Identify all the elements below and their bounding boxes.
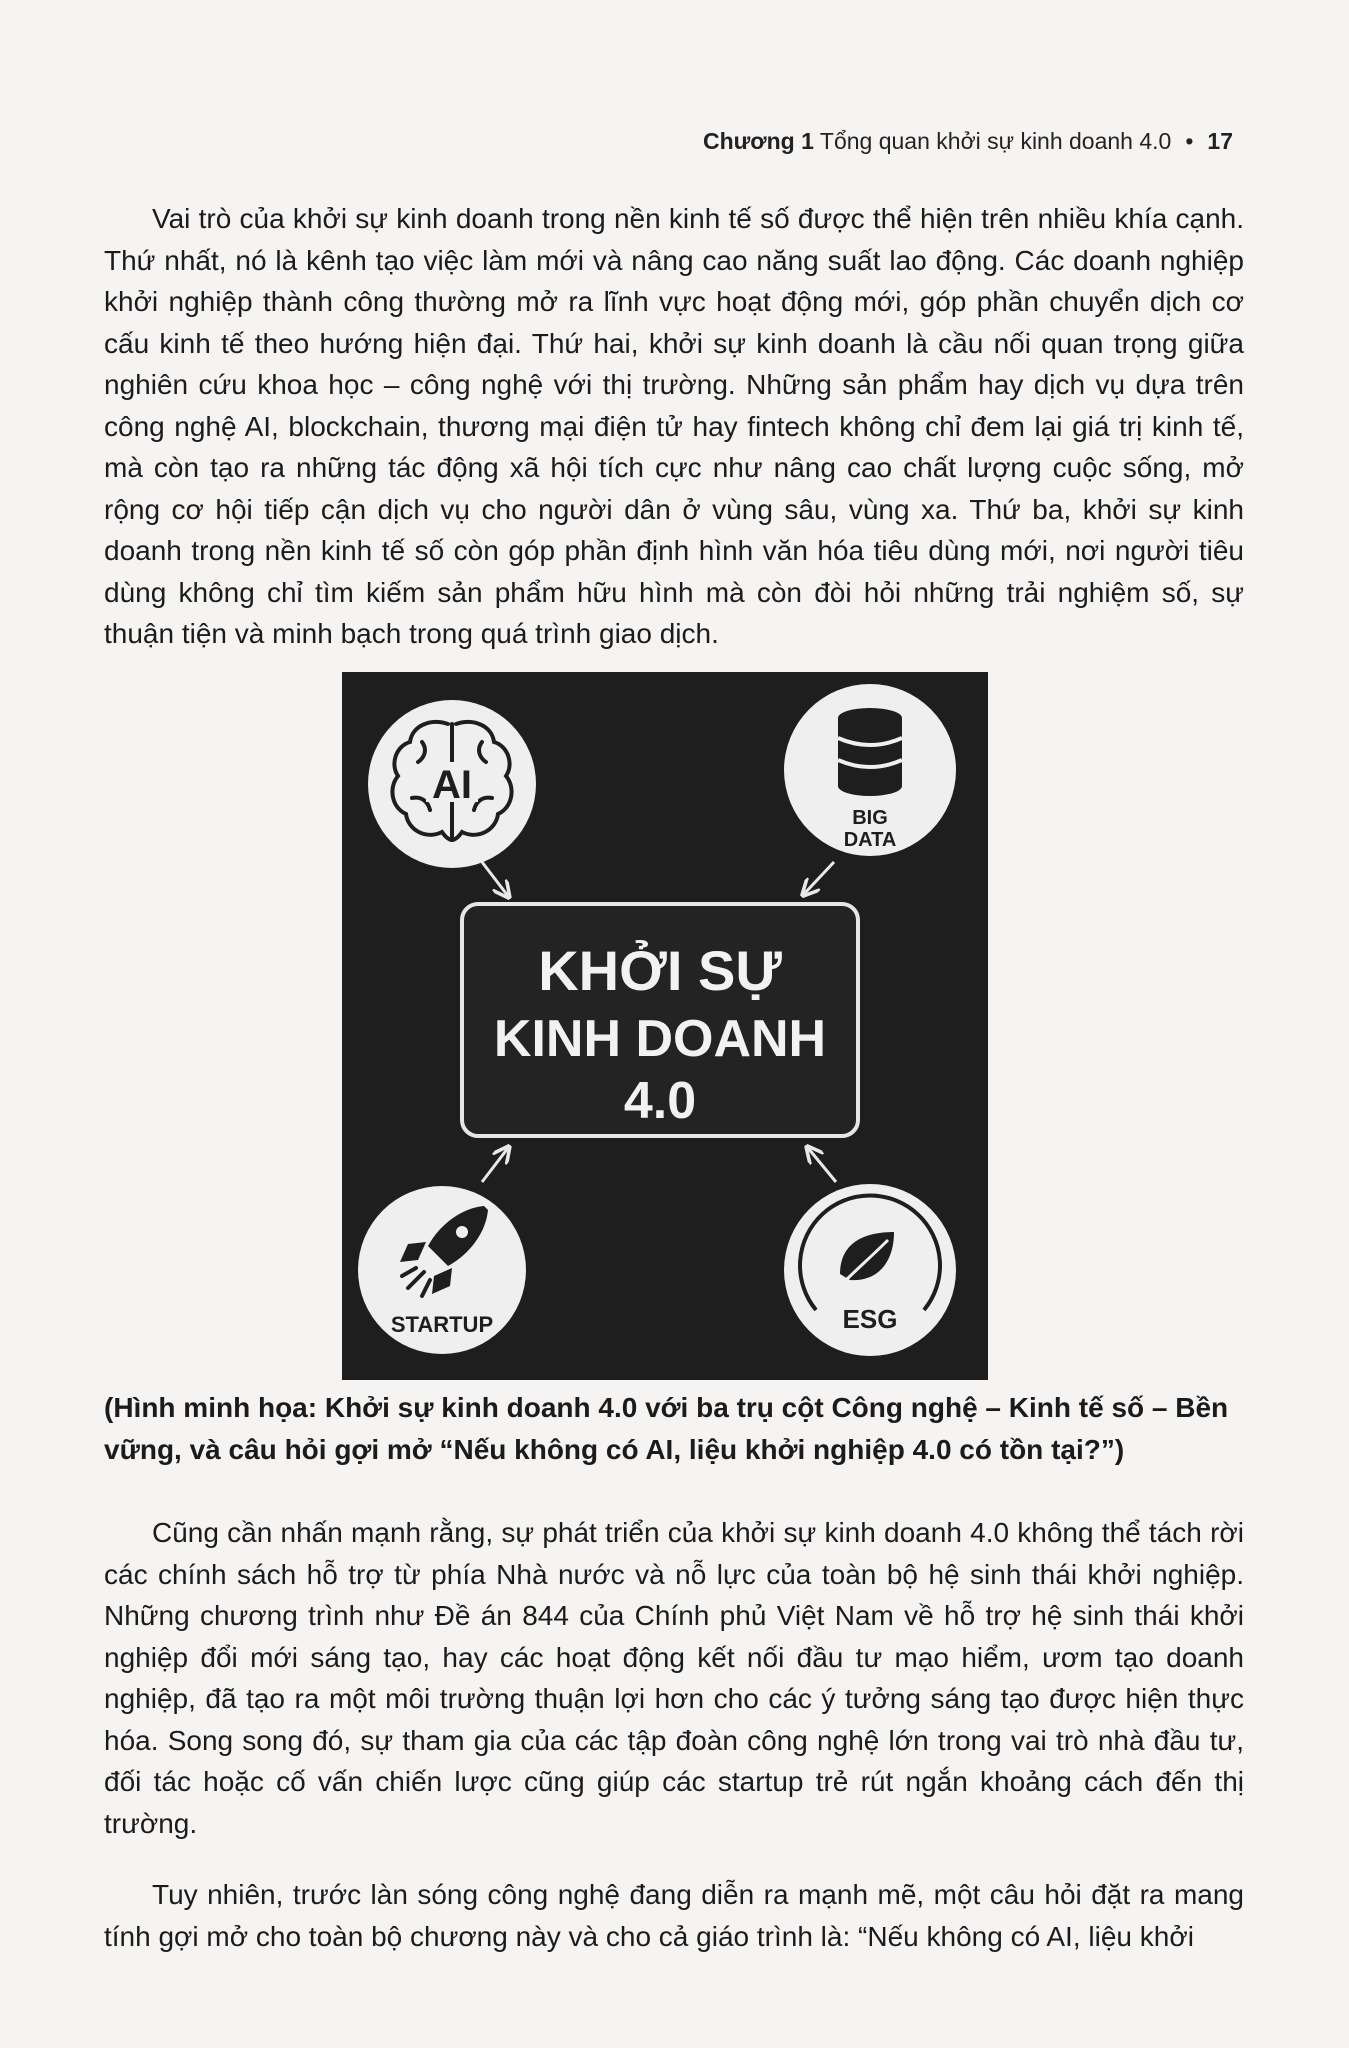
center-title-line1: KHỞI SỰ	[538, 939, 782, 1002]
esg-node	[784, 1184, 956, 1356]
ai-label: AI	[432, 763, 472, 807]
ai-node	[368, 700, 536, 868]
body-paragraph-2: Cũng cần nhấn mạnh rằng, sự phát triển của khởi sự kinh doanh 4.0 không thể tách rời các chính sách hỗ trợ từ phía Nhà nước và nỗ lực của toàn bộ hệ sinh thái khởi nghiệp. Những chương trình như Đề án 844 của Chính phủ Việt Nam về hỗ trợ hệ sinh thái khởi nghiệp đổi mới sáng tạo, hay các hoạt động kết nối đầu tư mạo hiểm, ươm tạo doanh nghiệp, đã tạo ra một môi trường thuận lợi hơn cho các ý tưởng sáng tạo được hiện thực hóa. Song song đó, sự tham gia của các tập đoàn công nghệ lớn trong vai trò nhà đầu tư, đối tác hoặc cố vấn chiến lược cũng giúp các startup trẻ rút ngắn khoảng cách đến thị trường.	[104, 1517, 1244, 1839]
big-data-node	[784, 684, 956, 856]
big-data-label-line2: DATA	[843, 829, 897, 851]
body-paragraph-1: Vai trò của khởi sự kinh doanh trong nền kinh tế số được thể hiện trên nhiều khía cạnh. Thứ nhất, nó là kênh tạo việc làm mới và nâng cao năng suất lao động. Các doanh nghiệp khởi nghiệp thành công thường mở ra lĩnh vực hoạt động mới, góp phần chuyển dịch cơ cấu kinh tế theo hướng hiện đại. Thứ hai, khởi sự kinh doanh là cầu nối quan trọng giữa nghiên cứu khoa học – công nghệ với thị trường. Những sản phẩm hay dịch vụ dựa trên công nghệ AI, blockchain, thương mại điện tử hay fintech không chỉ đem lại giá trị kinh tế, mà còn tạo ra những tác động xã hội tích cực như nâng cao chất lượng cuộc sống, mở rộng cơ hội tiếp cận dịch vụ cho người dân ở vùng sâu, vùng xa. Thứ ba, khởi sự kinh doanh trong nền kinh tế số còn góp phần định hình văn hóa tiêu dùng mới, nơi người tiêu dùng không chỉ tìm kiếm sản phẩm hữu hình mà còn đòi hỏi những trải nghiệm số, sự thuận tiện và minh bạch trong quá trình giao dịch.	[104, 203, 1244, 649]
center-title-line3: 4.0	[623, 1072, 697, 1130]
big-data-label-line1: BIG	[852, 807, 888, 829]
database-icon	[838, 708, 902, 796]
center-title-line2: KINH DOANH	[493, 1010, 827, 1068]
page-number: 17	[1207, 128, 1233, 154]
figure-startup-4-0	[342, 672, 988, 1380]
chapter-label: Chương 1	[702, 128, 814, 154]
running-header	[0, 128, 1233, 155]
esg-label: ESG	[842, 1304, 898, 1334]
chapter-title: Tổng quan khởi sự kinh doanh 4.0	[819, 128, 1172, 154]
header-separator: •	[1185, 128, 1194, 154]
body-paragraph-3: Tuy nhiên, trước làn sóng công nghệ đang diễn ra mạnh mẽ, một câu hỏi đặt ra mang tính gợi mở cho toàn bộ chương này và cho cả giáo trình là: “Nếu không có AI, liệu khởi	[104, 1879, 1244, 1952]
startup-label: STARTUP	[390, 1312, 494, 1337]
figure-caption: (Hình minh họa: Khởi sự kinh doanh 4.0 với ba trụ cột Công nghệ – Kinh tế số – Bền vững, và câu hỏi gợi mở “Nếu không có AI, liệu khởi nghiệp 4.0 có tồn tại?”)	[104, 1392, 1229, 1465]
startup-node	[358, 1186, 526, 1354]
